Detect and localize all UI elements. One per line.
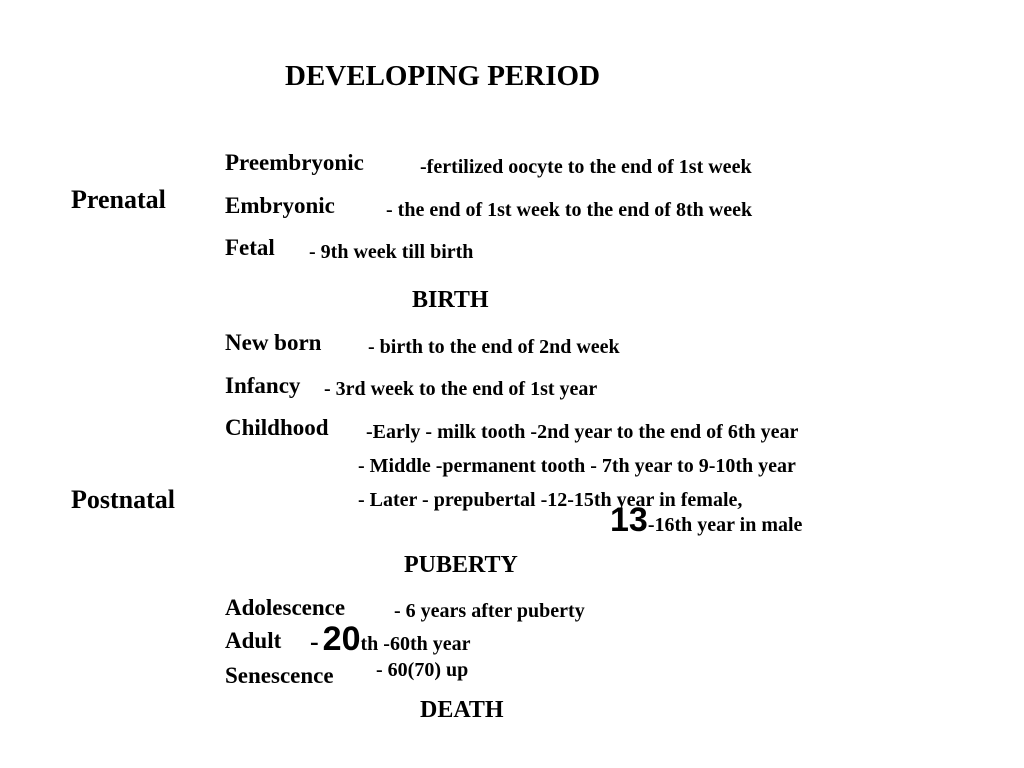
stage-desc-fetal: - 9th week till birth [309,241,474,263]
stage-term-newborn: New born [225,330,322,355]
stage-desc-newborn: - birth to the end of 2nd week [368,336,620,358]
page-title: DEVELOPING PERIOD [285,60,601,92]
stage-desc-embryonic: - the end of 1st week to the end of 8th week [386,199,753,221]
stage-term-adolescence: Adolescence [225,595,346,620]
stage-desc-infancy: - 3rd week to the end of 1st year [324,378,598,400]
male-start-age: 13 [610,501,648,539]
stage-desc-childhood-later: - Later - prepubertal -12-15th year in female, [358,489,743,511]
birth-marker: BIRTH [412,287,489,313]
puberty-marker: PUBERTY [404,552,518,578]
childhood-later-male-line [610,503,802,537]
stage-term-fetal: Fetal [225,235,275,260]
death-marker: DEATH [420,697,504,723]
adult-start-age: 20 [322,620,361,658]
stage-term-adult: Adult [225,628,282,653]
postnatal-label: Postnatal [71,485,175,514]
stage-term-embryonic: Embryonic [225,193,335,218]
prenatal-label: Prenatal [71,185,166,214]
stage-term-preembryonic: Preembryonic [225,150,364,175]
stage-desc-childhood-early: -Early - milk tooth -2nd year to the end of 6th year [366,421,799,443]
stage-term-infancy: Infancy [225,373,301,398]
stage-desc-adolescence: - 6 years after puberty [394,600,585,622]
stage-desc-preembryonic: -fertilized oocyte to the end of 1st week [420,156,752,178]
stage-term-childhood: Childhood [225,415,329,440]
stage-term-senescence: Senescence [225,663,334,688]
stage-desc-senescence: - 60(70) up [376,659,469,681]
stage-desc-adult [310,622,470,656]
stage-desc-childhood-middle: - Middle -permanent tooth - 7th year to 9-10th year [358,455,796,477]
male-age-rest: -16th year in male [647,514,803,536]
adult-dash: - [310,627,319,656]
adult-age-rest: th -60th year [360,633,471,655]
